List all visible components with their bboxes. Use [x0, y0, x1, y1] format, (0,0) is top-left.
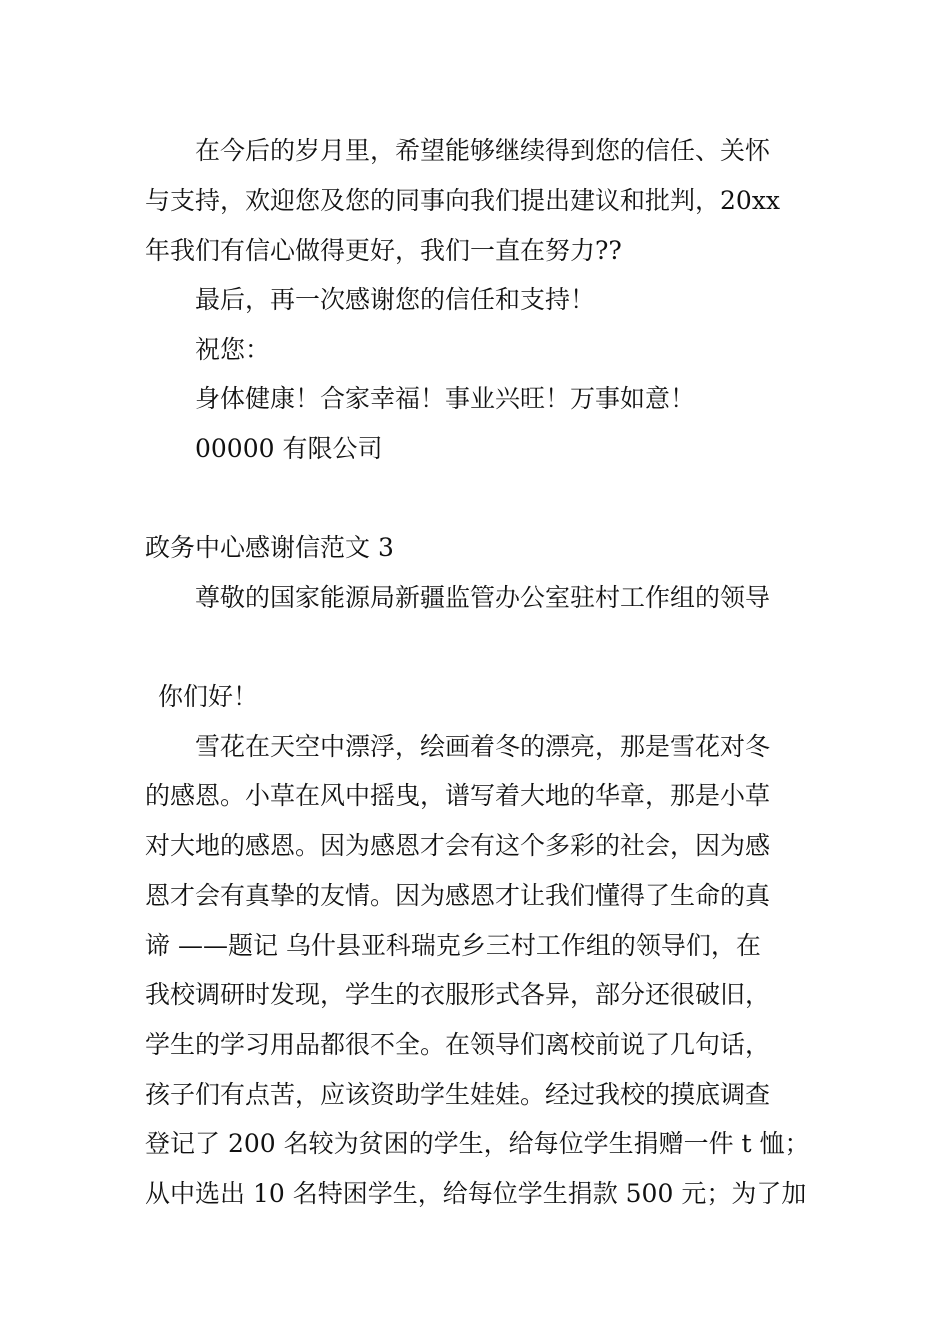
body-line-8: 孩子们有点苦，应该资助学生娃娃。经过我校的摸底调查 [145, 1080, 771, 1109]
body-line-3: 对大地的感恩。因为感恩才会有这个多彩的社会，因为感 [145, 831, 771, 860]
section-3-title: 政务中心感谢信范文 3 [145, 533, 394, 562]
body-line-6: 我校调研时发现，学生的衣服形式各异，部分还很破旧， [145, 980, 771, 1009]
closing-signature: 00000 有限公司 [195, 434, 383, 463]
closing-thanks: 最后，再一次感谢您的信任和支持！ [195, 285, 596, 314]
section-3-greeting: 你们好！ [158, 682, 259, 711]
body-line-1: 雪花在天空中漂浮，绘画着冬的漂亮，那是雪花对冬 [195, 732, 771, 761]
section-3-salutation: 尊敬的国家能源局新疆监管办公室驻村工作组的领导 [195, 583, 771, 612]
paragraph-1-line-2: 与支持，欢迎您及您的同事向我们提出建议和批判，20xx [145, 186, 781, 215]
closing-wishes: 身体健康！合家幸福！事业兴旺！万事如意！ [195, 384, 696, 413]
body-line-7: 学生的学习用品都很不全。在领导们离校前说了几句话， [145, 1030, 771, 1059]
closing-wish-intro: 祝您： [195, 335, 271, 364]
paragraph-1-line-1: 在今后的岁月里，希望能够继续得到您的信任、关怀 [195, 136, 771, 165]
body-line-5: 谛 ——题记 乌什县亚科瑞克乡三村工作组的领导们，在 [145, 931, 761, 960]
paragraph-1-line-3: 年我们有信心做得更好，我们一直在努力?? [145, 236, 622, 265]
body-line-4: 恩才会有真挚的友情。因为感恩才让我们懂得了生命的真 [145, 881, 771, 910]
body-line-10: 从中选出 10 名特困学生，给每位学生捐款 500 元；为了加 [145, 1179, 807, 1208]
body-line-9: 登记了 200 名较为贫困的学生，给每位学生捐赠一件 t 恤； [145, 1129, 810, 1158]
body-line-2: 的感恩。小草在风中摇曳，谱写着大地的华章，那是小草 [145, 781, 771, 810]
